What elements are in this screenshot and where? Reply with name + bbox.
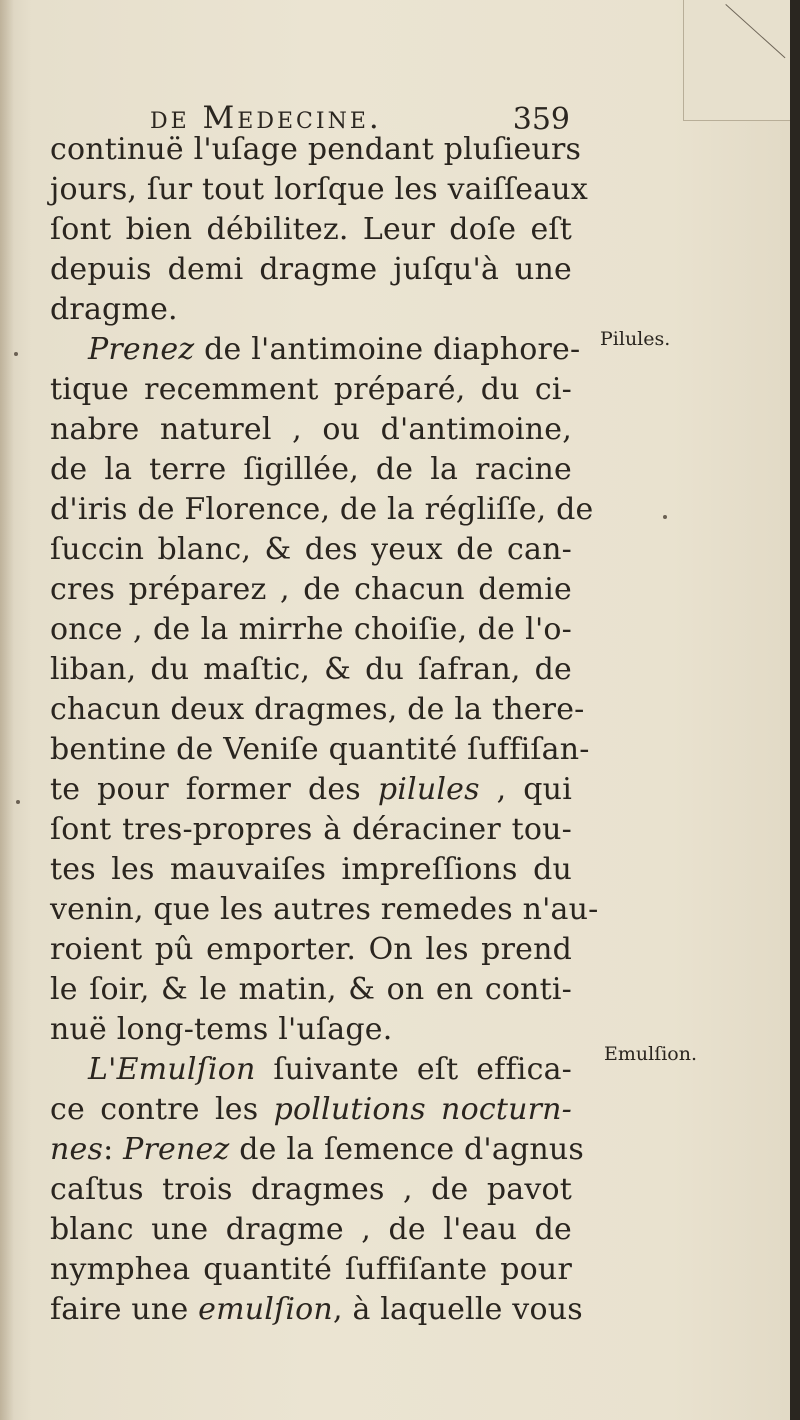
text-line — [50, 250, 572, 290]
text-line — [50, 170, 588, 210]
text-line — [50, 1250, 572, 1290]
text-line — [50, 490, 594, 530]
roman-text: d'iris de Florence, de la régliſſe, de — [50, 492, 594, 527]
body-text — [50, 130, 599, 1330]
roman-text: depuis demi dragme juſqu'à une — [50, 252, 572, 287]
text-line — [50, 1290, 583, 1330]
page-number: 359 — [512, 102, 570, 137]
roman-text: caſtus trois dragmes , de pavot — [50, 1172, 572, 1207]
italic-text: emulſion — [198, 1292, 333, 1327]
roman-text: once , de la mirrhe choiſie, de l'o- — [50, 612, 572, 647]
page-corner-tab — [683, 0, 790, 121]
text-line — [50, 330, 581, 370]
roman-text: le ſoir, & le matin, & on en conti- — [50, 972, 572, 1007]
text-line — [50, 850, 572, 890]
text-line — [50, 1050, 572, 1090]
text-line — [50, 650, 572, 690]
text-line — [50, 1090, 572, 1130]
roman-text: de la ſemence d'agnus — [229, 1132, 584, 1167]
text-line — [50, 810, 572, 850]
roman-text: ſont bien débilitez. Leur doſe eſt — [50, 212, 572, 247]
italic-text: Prenez — [123, 1132, 230, 1167]
text-line — [50, 450, 572, 490]
roman-text: venin, que les autres remedes n'au- — [50, 892, 599, 927]
text-line — [50, 610, 572, 650]
roman-text: nymphea quantité ſuffiſante pour — [50, 1252, 572, 1287]
roman-text: ſuivante eſt effica- — [255, 1052, 572, 1087]
roman-text: bentine de Veniſe quantité ſuffiſan- — [50, 732, 590, 767]
margin-note-emulsion: Emulſion. — [604, 1043, 698, 1065]
italic-text: L'Emulſion — [88, 1052, 256, 1087]
roman-text: : — [103, 1132, 124, 1167]
text-line — [50, 370, 572, 410]
roman-text: liban, du maſtic, & du ſafran, de — [50, 652, 572, 687]
roman-text: ce contre les — [50, 1092, 274, 1127]
text-line — [50, 1010, 572, 1050]
italic-text: nes — [50, 1132, 104, 1167]
roman-text: cres préparez , de chacun demie — [50, 572, 572, 607]
ink-speck — [14, 352, 18, 356]
roman-text: te pour former des — [50, 772, 378, 807]
roman-text: jours, ſur tout lorſque les vaiſſeaux — [50, 172, 588, 207]
ink-speck — [663, 515, 667, 519]
text-line — [50, 890, 599, 930]
text-line — [50, 410, 572, 450]
text-line — [50, 690, 585, 730]
text-line — [50, 1210, 572, 1250]
roman-text: blanc une dragme , de l'eau de — [50, 1212, 572, 1247]
roman-text: roient pû emporter. On les prend — [50, 932, 572, 967]
roman-text: faire une — [50, 1292, 199, 1327]
text-line — [50, 570, 572, 610]
roman-text: ſuccin blanc, & des yeux de can- — [50, 532, 572, 567]
italic-text: Prenez — [88, 332, 195, 367]
roman-text: tes les mauvaiſes impreſſions du — [50, 852, 572, 887]
running-head: de Medecine. — [150, 100, 382, 136]
roman-text: chacun deux dragmes, de la there- — [50, 692, 585, 727]
margin-note-pilules: Pilules. — [600, 328, 671, 350]
text-line — [50, 970, 572, 1010]
text-line — [50, 1170, 572, 1210]
text-line — [50, 730, 590, 770]
text-line — [50, 1130, 584, 1170]
roman-text: de l'antimoine diaphore- — [194, 332, 581, 367]
gutter-shadow — [0, 0, 14, 1420]
book-edge — [790, 0, 800, 1420]
roman-text: continuë l'uſage pendant pluſieurs — [50, 132, 582, 167]
text-line — [50, 770, 572, 810]
roman-text: , à laquelle vous — [332, 1292, 583, 1327]
text-line — [50, 210, 572, 250]
ink-speck — [16, 800, 20, 804]
roman-text: nuë long-tems l'uſage. — [50, 1012, 393, 1047]
roman-text: dragme. — [50, 292, 178, 327]
roman-text: ſont tres-propres à déraciner tou- — [50, 812, 572, 847]
roman-text: , qui — [479, 772, 572, 807]
roman-text: de la terre ſigillée, de la racine — [50, 452, 572, 487]
text-line — [50, 530, 572, 570]
italic-text: pollutions nocturn- — [273, 1092, 573, 1127]
italic-text: pilules — [377, 772, 480, 807]
roman-text: nabre naturel , ou d'antimoine, — [50, 412, 572, 447]
roman-text: tique recemment préparé, du ci- — [50, 372, 572, 407]
text-line — [50, 130, 582, 170]
text-line — [50, 290, 572, 330]
text-line — [50, 930, 572, 970]
